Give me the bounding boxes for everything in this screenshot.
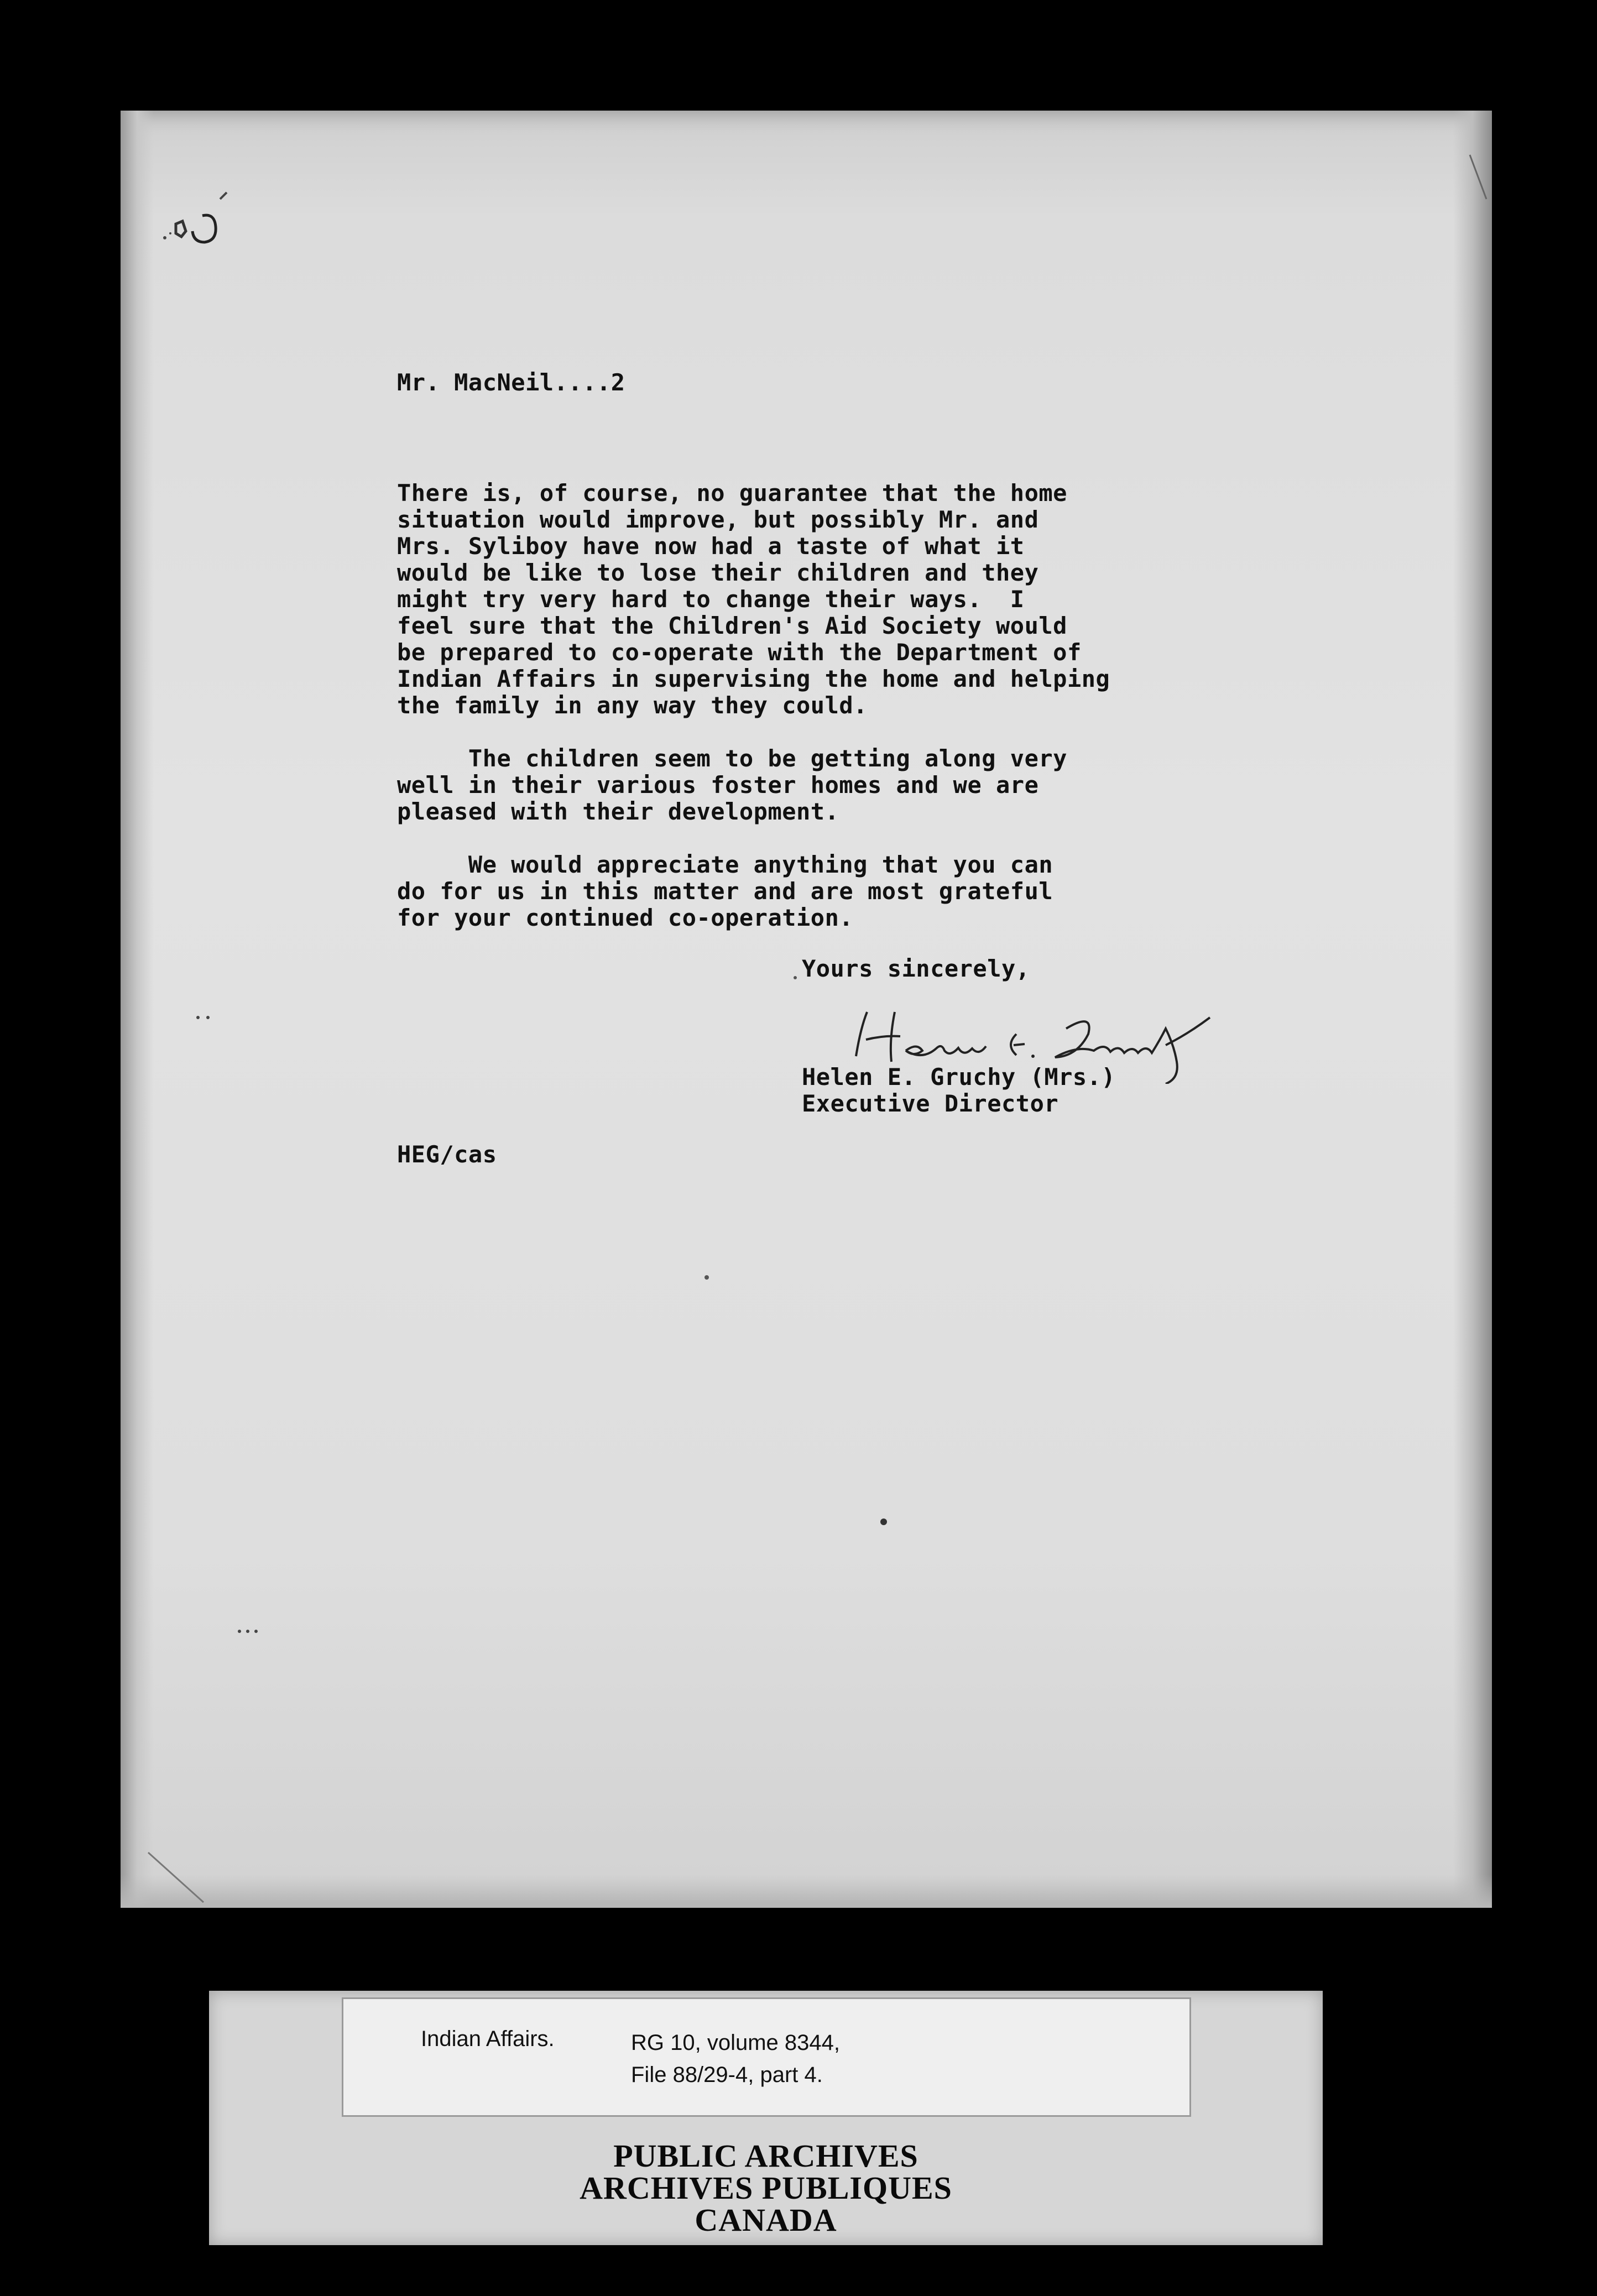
reference-record-group: RG 10, volume 8344,	[631, 2031, 840, 2055]
paper-specks	[121, 111, 1492, 1908]
text-line: be prepared to co-operate with the Department of	[397, 639, 1082, 666]
signer-title: Executive Director	[802, 1090, 1059, 1117]
text-line: Mrs. Syliboy have now had a taste of what it	[397, 533, 1025, 560]
text-line: Indian Affairs in supervising the home and helping	[397, 665, 1110, 692]
text-line: would be like to lose their children and they	[397, 559, 1039, 586]
reference-record	[631, 2027, 840, 2091]
stamp-line: ARCHIVES PUBLIQUES	[580, 2170, 952, 2206]
reference-department: Indian Affairs.	[421, 2027, 555, 2051]
letter-page	[121, 111, 1492, 1908]
signer-block	[802, 1064, 1115, 1117]
archive-reference-label	[209, 1991, 1323, 2245]
text-line: We would appreciate anything that you can	[397, 851, 1053, 878]
text-line: pleased with their development.	[397, 798, 839, 825]
letter-paragraph-2	[397, 745, 1067, 825]
text-line: feel sure that the Children's Aid Society would	[397, 612, 1067, 639]
archives-stamp	[209, 2140, 1323, 2236]
text-line: well in their various foster homes and we are	[397, 771, 1039, 799]
stamp-line: PUBLIC ARCHIVES	[613, 2138, 918, 2174]
text-line: for your continued co-operation.	[397, 904, 854, 931]
text-line: There is, of course, no guarantee that the home	[397, 479, 1067, 507]
letter-page-header: Mr. MacNeil....2	[397, 369, 625, 396]
reference-file: File 88/29-4, part 4.	[631, 2063, 823, 2087]
reference-card	[342, 1997, 1191, 2117]
typist-initials: HEG/cas	[397, 1141, 497, 1168]
letter-closing: Yours sincerely,	[802, 955, 1030, 982]
signer-name: Helen E. Gruchy (Mrs.)	[802, 1063, 1116, 1090]
text-line: might try very hard to change their ways. I	[397, 586, 1025, 613]
stamp-line: CANADA	[695, 2202, 837, 2238]
text-line: do for us in this matter and are most grateful	[397, 878, 1053, 905]
letter-paragraph-1	[397, 480, 1110, 719]
text-line: The children seem to be getting along very	[397, 745, 1067, 772]
text-line: the family in any way they could.	[397, 692, 868, 719]
letter-paragraph-3	[397, 852, 1053, 931]
text-line: situation would improve, but possibly Mr. and	[397, 506, 1039, 533]
